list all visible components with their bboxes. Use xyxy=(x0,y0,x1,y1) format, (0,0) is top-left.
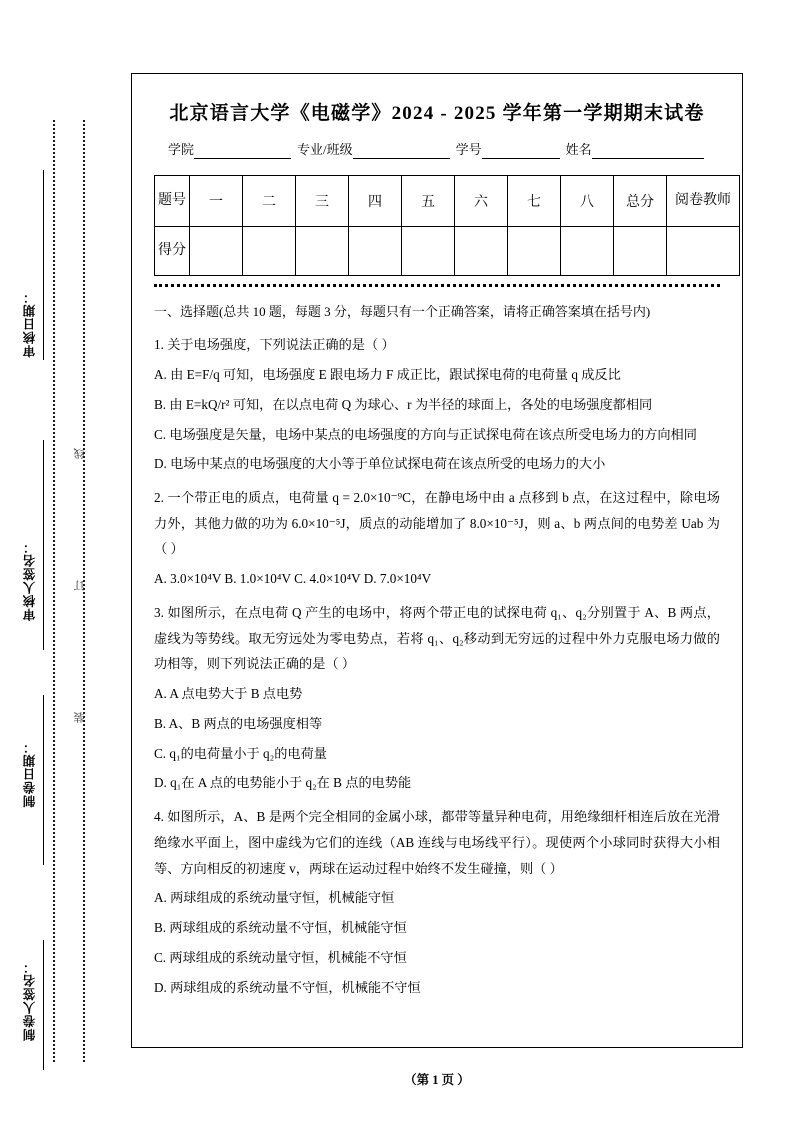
question-4-option-a[interactable]: A. 两球组成的系统动量守恒，机械能守恒 xyxy=(154,890,395,906)
question-3-option-b[interactable]: B. A、B 两点的电场强度相等 xyxy=(154,715,323,731)
score-table-col-7: 七 xyxy=(508,176,561,227)
score-table xyxy=(154,175,740,276)
question-body xyxy=(132,287,742,1000)
question-3-stem: 3. 如图所示，在点电荷 Q 产生的电场中，将两个带正电的试探电荷 q₁、q₂分别置于 A、B 两点，虚线为等势线。取无穷远处为零电势点，若将 q₁、q₂移动到无穷远的过程中外力克服电场力做的功相等，则下列说法正确的是（ ） xyxy=(154,604,720,672)
question-3-option-a[interactable]: A. A 点电势大于 B 点电势 xyxy=(154,686,303,702)
field-college xyxy=(168,139,291,159)
question-4-option-c[interactable]: C. 两球组成的系统动量守恒，机械能不守恒 xyxy=(154,949,407,965)
question-block-2 xyxy=(154,485,720,592)
score-table-col-5: 五 xyxy=(402,176,455,227)
field-name xyxy=(566,139,704,159)
margin-label-review-date: 审核日期： xyxy=(23,290,37,358)
question-4-stem: 4. 如图所示，A、B 是两个完全相同的金属小球，都带等量异种电荷，用绝缘细杆相连后放在光滑绝缘水平面上，图中虚线为它们的连线（AB 连线与电场线平行）。现使两个小球同时获得大小相等、方向相反的初速度 v，两球在运动过程中始终不发生碰撞，则（ ） xyxy=(154,809,720,876)
score-table-col-3: 三 xyxy=(296,176,349,227)
table-row xyxy=(155,176,740,227)
score-cell-1[interactable] xyxy=(190,227,243,276)
score-table-col-teacher: 阅卷教师 xyxy=(667,176,740,227)
score-cell-teacher[interactable] xyxy=(667,227,740,276)
field-name-input[interactable] xyxy=(592,145,704,159)
identity-fields-row xyxy=(168,139,712,159)
score-cell-7[interactable] xyxy=(508,227,561,276)
question-1-option-a[interactable]: A. 由 E=F/q 可知，电场强度 E 跟电场力 F 成正比，跟试探电荷的电荷量 q 成反比 xyxy=(154,367,621,383)
exam-sheet-border xyxy=(131,73,743,1048)
margin-dotted-line-inner xyxy=(83,120,85,1062)
question-4-option-d[interactable]: D. 两球组成的系统动量不守恒，机械能不守恒 xyxy=(154,979,421,995)
margin-mark-staple: 装 xyxy=(74,712,86,723)
field-college-label: 学院 xyxy=(168,142,195,157)
score-cell-2[interactable] xyxy=(243,227,296,276)
score-table-row-label-score: 得分 xyxy=(155,227,190,276)
question-block-4 xyxy=(154,804,720,1000)
field-student-id-label: 学号 xyxy=(455,142,482,157)
score-cell-total[interactable] xyxy=(614,227,667,276)
question-3-option-c[interactable]: C. q₁的电荷量小于 q₂的电荷量 xyxy=(154,745,327,761)
field-student-id-input[interactable] xyxy=(482,145,560,159)
question-block-3 xyxy=(154,600,720,796)
margin-mark-line: 线 xyxy=(74,448,86,459)
score-table-col-6: 六 xyxy=(455,176,508,227)
score-table-row-label-question: 题号 xyxy=(155,176,190,227)
question-1-option-c[interactable]: C. 电场强度是矢量，电场中某点的电场强度的方向与正试探电荷在该点所受电场力的方向相同 xyxy=(154,426,697,442)
score-table-col-2: 二 xyxy=(243,176,296,227)
score-cell-5[interactable] xyxy=(402,227,455,276)
field-major-class-label: 专业/班级 xyxy=(297,142,353,157)
margin-label-reviewer-signature: 审核人签名： xyxy=(23,540,37,621)
margin-label-producer-signature: 制卷人签名： xyxy=(23,960,37,1041)
question-2-options-row[interactable]: A. 3.0×10⁴V B. 1.0×10⁴V C. 4.0×10⁴V D. 7.0×10⁴V xyxy=(154,571,432,587)
score-table-col-1: 一 xyxy=(190,176,243,227)
margin-label-produce-date: 制卷日期： xyxy=(23,740,37,808)
exam-sheet-inner xyxy=(132,74,742,276)
question-1-option-b[interactable]: B. 由 E=kQ/r² 可知，在以点电荷 Q 为球心、r 为半径的球面上，各处的电场强度都相同 xyxy=(154,396,653,412)
page-number-footer: （第 1 页 ） xyxy=(404,1073,470,1087)
field-name-label: 姓名 xyxy=(565,142,592,157)
score-table-col-total: 总分 xyxy=(614,176,667,227)
field-college-input[interactable] xyxy=(194,145,291,159)
margin-mark-bind: 订 xyxy=(74,580,86,591)
score-table-col-8: 八 xyxy=(561,176,614,227)
question-1-option-d[interactable]: D. 电场中某点的电场强度的大小等于单位试探电荷在该点所受的电场力的大小 xyxy=(154,456,606,472)
field-major-class xyxy=(297,139,450,159)
score-cell-4[interactable] xyxy=(349,227,402,276)
question-block-1 xyxy=(154,332,720,477)
score-cell-6[interactable] xyxy=(455,227,508,276)
left-margin-zone xyxy=(0,0,131,1122)
question-2-stem: 2. 一个带正电的质点，电荷量 q = 2.0×10⁻⁹C，在静电场中由 a 点移到 b 点，在这过程中，除电场力外，其他力做的功为 6.0×10⁻⁵J，质点的动能增加了 8.0×10⁻⁵J，则 a、b 两点间的电势差 Uab 为（ ） xyxy=(154,490,720,557)
question-3-option-d[interactable]: D. q₁在 A 点的电势能小于 q₂在 B 点的电势能 xyxy=(154,775,412,791)
question-4-option-b[interactable]: B. 两球组成的系统动量不守恒，机械能守恒 xyxy=(154,920,407,936)
score-table-col-4: 四 xyxy=(349,176,402,227)
score-cell-8[interactable] xyxy=(561,227,614,276)
field-student-id xyxy=(456,139,560,159)
section-heading: 一、选择题(总共 10 题，每题 3 分，每题只有一个正确答案，请将正确答案填在括号内) xyxy=(154,304,651,319)
field-major-class-input[interactable] xyxy=(353,145,450,159)
score-cell-3[interactable] xyxy=(296,227,349,276)
table-row xyxy=(155,227,740,276)
question-1-stem: 1. 关于电场强度，下列说法正确的是（ ） xyxy=(154,337,395,353)
page-title: 北京语言大学《电磁学》2024 - 2025 学年第一学期期末试卷 xyxy=(169,103,705,124)
